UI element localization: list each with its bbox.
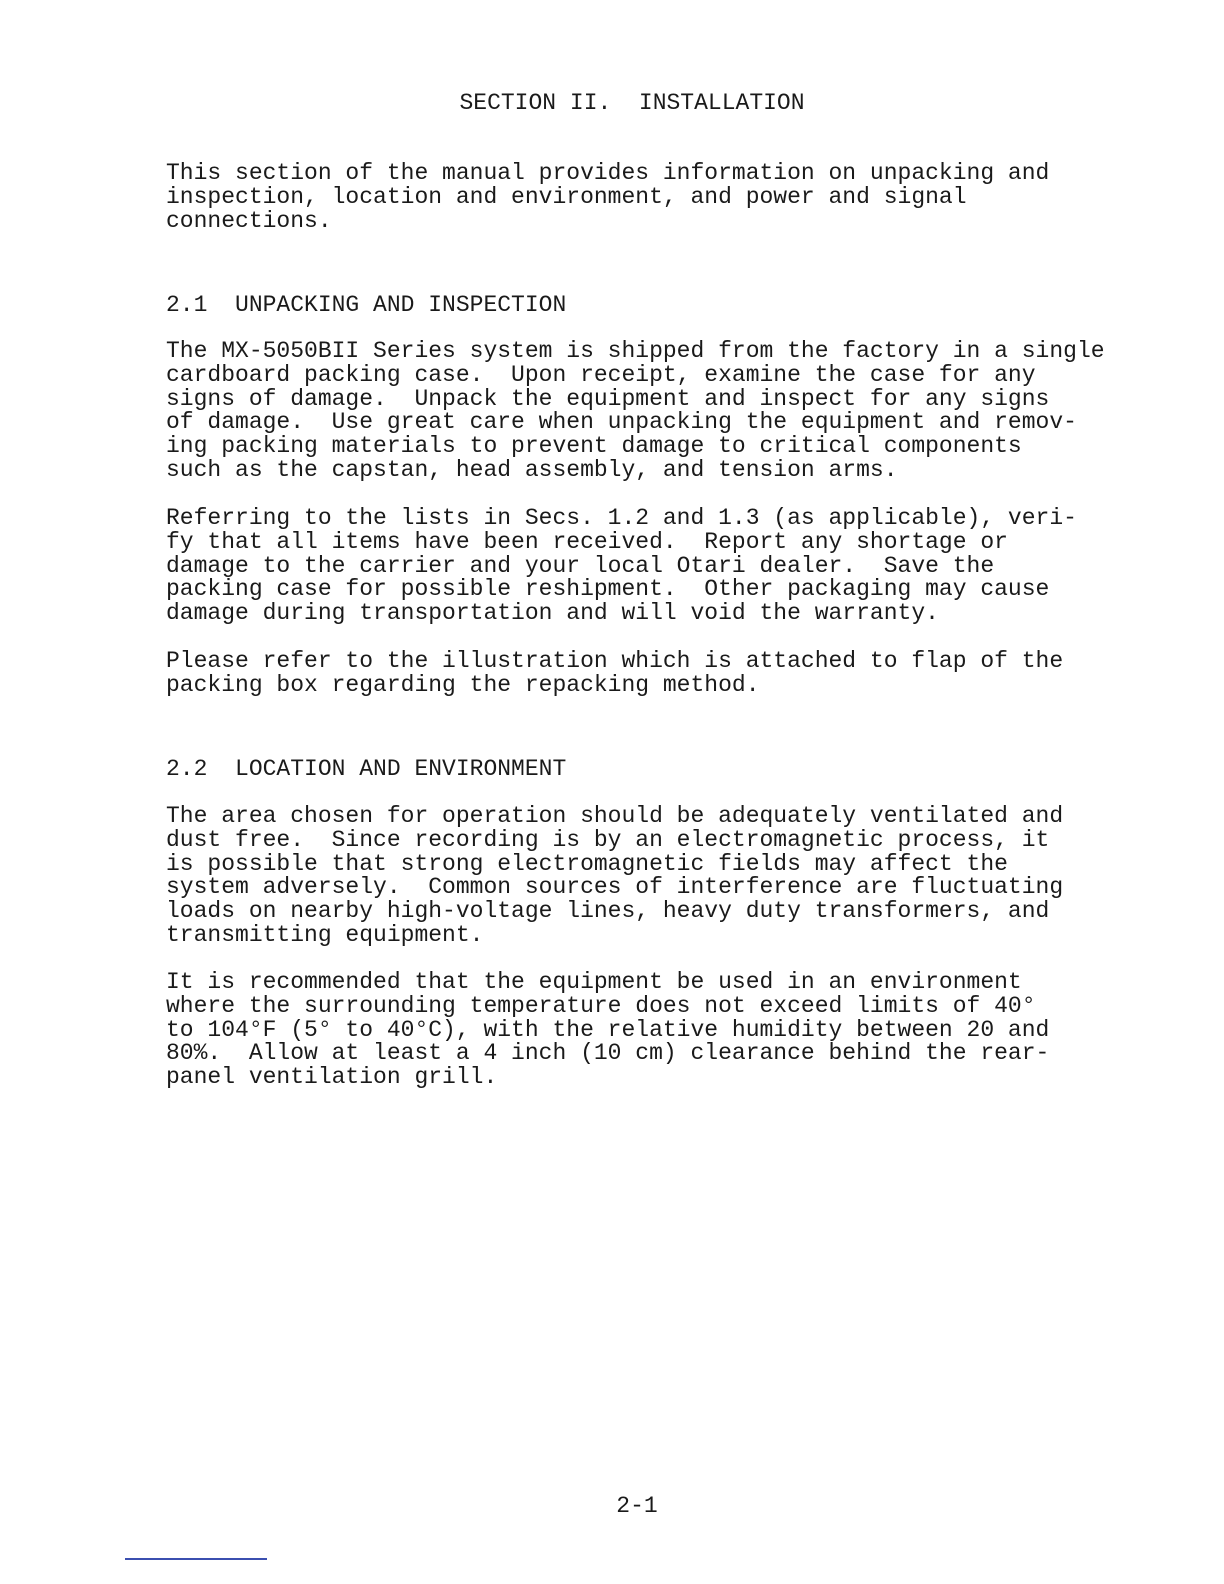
- text-line: inspection, location and environment, and power and signal: [166, 183, 967, 210]
- text-line: such as the capstan, head assembly, and tension arms.: [166, 456, 898, 483]
- text-line: The MX-5050BII Series system is shipped from the factory in a single: [166, 338, 1105, 364]
- text-line: packing case for possible reshipment. Other packaging may cause: [166, 576, 1050, 603]
- text-line: panel ventilation grill.: [166, 1064, 498, 1091]
- text-line: cardboard packing case. Upon receipt, examine the case for any: [166, 361, 1036, 388]
- section-2-2-heading: 2.2 LOCATION AND ENVIRONMENT: [166, 756, 567, 782]
- text-line: of damage. Use great care when unpacking the equipment and remov-: [166, 409, 1077, 436]
- text-line: ing packing materials to prevent damage to critical components: [166, 433, 1022, 460]
- text-line: Referring to the lists in Secs. 1.2 and 1.3 (as applicable), veri-: [166, 505, 1077, 531]
- text-line: The area chosen for operation should be adequately ventilated and: [166, 803, 1064, 829]
- text-line: system adversely. Common sources of interference are fluctuating: [166, 874, 1064, 901]
- page-number: 2-1: [616, 1493, 658, 1519]
- text-line: It is recommended that the equipment be used in an environment: [166, 969, 1022, 995]
- text-line: dust free. Since recording is by an electromagnetic process, it: [166, 826, 1050, 853]
- text-line: Please refer to the illustration which is attached to flap of the: [166, 648, 1064, 674]
- section-title: SECTION II. INSTALLATION: [459, 90, 805, 116]
- section-2-1-heading: 2.1 UNPACKING AND INSPECTION: [166, 292, 567, 318]
- section-2-2-paragraph-1: [166, 805, 1126, 948]
- text-line: damage to the carrier and your local Otari dealer. Save the: [166, 552, 995, 579]
- text-line: to 104°F (5° to 40°C), with the relative humidity between 20 and: [166, 1016, 1050, 1043]
- section-2-1-paragraph-3: [166, 650, 1126, 698]
- section-2-2-paragraph-2: [166, 971, 1126, 1090]
- text-line: This section of the manual provides information on unpacking and: [166, 160, 1050, 186]
- text-line: loads on nearby high-voltage lines, heavy duty transformers, and: [166, 898, 1050, 925]
- intro-paragraph: [166, 162, 1126, 233]
- text-line: damage during transportation and will void the warranty.: [166, 600, 939, 627]
- text-line: 80%. Allow at least a 4 inch (10 cm) clearance behind the rear-: [166, 1040, 1050, 1067]
- footer-rule: [125, 1558, 267, 1560]
- text-line: where the surrounding temperature does not exceed limits of 40°: [166, 992, 1036, 1019]
- text-line: packing box regarding the repacking method.: [166, 671, 760, 698]
- text-line: fy that all items have been received. Report any shortage or: [166, 528, 1008, 555]
- text-line: is possible that strong electromagnetic fields may affect the: [166, 850, 1008, 877]
- text-line: signs of damage. Unpack the equipment and inspect for any signs: [166, 385, 1050, 412]
- section-2-1-paragraph-2: [166, 507, 1126, 626]
- text-line: connections.: [166, 207, 332, 234]
- text-line: transmitting equipment.: [166, 921, 484, 948]
- section-2-1-paragraph-1: [166, 340, 1126, 483]
